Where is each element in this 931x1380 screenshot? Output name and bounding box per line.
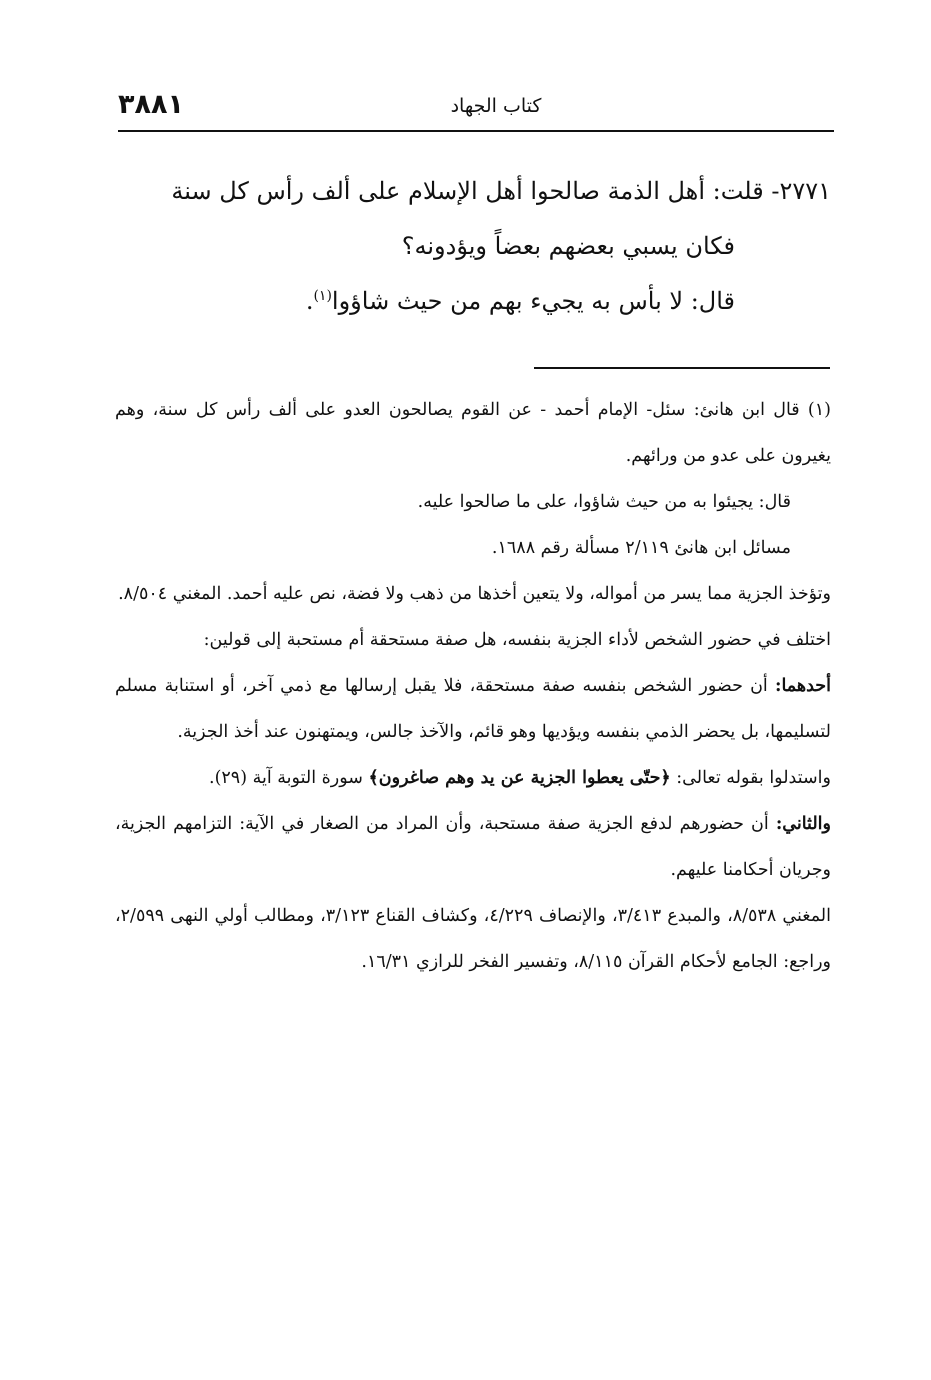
question-line-1: ٢٧٧١- قلت: أهل الذمة صالحوا أهل الإسلام على ألف رأس كل سنة — [171, 177, 831, 205]
footnote-separator — [534, 367, 830, 369]
footnote-para-9: المغني ٨/٥٣٨، والمبدع ٣/٤١٣، والإنصاف ٤/٢٢٩، وكشاف القناع ٣/١٢٣، ومطالب أولي النهى ٢/٥٩٩، وراجع: الجامع لأحكام القرآن ٨/١١٥، وتفسير الفخر للرازي ١٦/٣١. — [115, 906, 832, 972]
first-opinion-term: أحدهما: — [774, 676, 831, 696]
answer-text: قال: لا بأس به يجيء بهم من حيث شاؤوا — [331, 287, 735, 315]
footnote-para-1-text: (١) قال ابن هانئ: سئل- الإمام أحمد - عن القوم يصالحون العدو على ألف رأس كل سنة، وهم يغيرون على عدو من ورائهم. — [115, 400, 831, 466]
footnote-para-3: مسائل ابن هانئ ٢/١١٩ مسألة رقم ١٦٨٨. — [491, 538, 791, 558]
footnote-para-4: وتؤخذ الجزية مما يسر من أمواله، ولا يتعين أخذها من ذهب ولا فضة، نص عليه أحمد. المغني ٨/٥٠٤. — [118, 584, 831, 604]
second-opinion-text: أن حضورهم لدفع الجزية صفة مستحبة، وأن المراد من الصغار في الآية: التزامهم الجزية، وجريان أحكامنا عليهم. — [115, 814, 831, 880]
quran-verse: ﴿حتّى يعطوا الجزية عن يد وهم صاغرون﴾ — [368, 768, 671, 788]
page-number: ٣٨٨١ — [118, 89, 184, 120]
evidence-intro: واستدلوا بقوله تعالى: — [670, 768, 831, 788]
footnote-para-1 — [115, 387, 831, 479]
verse-reference: سورة التوبة آية (٢٩). — [209, 768, 369, 788]
running-title: كتاب الجهاد — [450, 95, 542, 117]
footnote — [115, 387, 831, 985]
footnote-para-5: اختلف في حضور الشخص لأداء الجزية بنفسه، هل صفة مستحقة أم مستحبة إلى قولين: — [203, 630, 831, 650]
running-header — [118, 88, 834, 128]
footnote-reference[interactable]: (١) — [313, 288, 332, 304]
footnote-para-7 — [115, 755, 831, 801]
header-rule — [118, 130, 834, 132]
answer-line — [116, 274, 831, 329]
answer-end: . — [305, 287, 314, 315]
main-text — [116, 164, 831, 329]
first-opinion-text: أن حضور الشخص بنفسه صفة مستحقة، فلا يقبل إرسالها مع ذمي آخر، أو استنابة مسلم لتسليمها، بل يحضر الذمي بنفسه ويؤديها وهو قائم، والآخذ جالس، ويمتهنون عند أخذ الجزية. — [115, 676, 831, 742]
footnote-para-2: قال: يجيئوا به من حيث شاؤوا، على ما صالحوا عليه. — [417, 492, 791, 512]
footnote-para-6 — [115, 663, 831, 755]
second-opinion-term: والثاني: — [775, 814, 831, 834]
question-line-2: فكان يسبي بعضهم بعضاً ويؤدونه؟ — [401, 232, 735, 260]
footnote-para-8 — [115, 801, 831, 893]
